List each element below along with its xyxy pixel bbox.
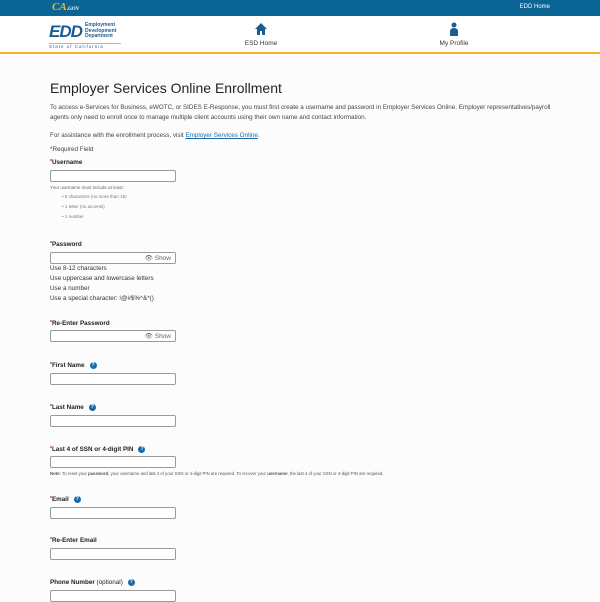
ca-gov-logo[interactable] bbox=[52, 1, 79, 13]
page-title: Employer Services Online Enrollment bbox=[50, 80, 282, 96]
help-icon[interactable]: ? bbox=[75, 496, 79, 502]
label-text: Re-Enter Email bbox=[51, 537, 97, 544]
assist-text bbox=[50, 131, 570, 141]
reset-note bbox=[50, 471, 384, 476]
password-rule: Use 8-12 characters bbox=[50, 265, 107, 272]
username-rule: • 1 number bbox=[62, 214, 84, 219]
phone-input[interactable] bbox=[50, 590, 176, 602]
help-icon[interactable]: ? bbox=[91, 362, 95, 368]
site-header bbox=[0, 16, 600, 54]
show-label: Show bbox=[154, 255, 171, 262]
eye-icon: 👁 bbox=[144, 255, 153, 262]
required-note bbox=[50, 145, 570, 155]
note-text: , the last 4 of your SSN or 4-digit PIN are required. bbox=[287, 471, 384, 476]
username-input[interactable] bbox=[50, 170, 176, 182]
show-password-button[interactable] bbox=[145, 254, 171, 262]
req-mark: * bbox=[50, 320, 52, 326]
label-text: Username bbox=[51, 159, 83, 166]
password-rules bbox=[50, 264, 154, 304]
label-text: Phone Number bbox=[50, 579, 95, 587]
label-text: Email bbox=[51, 496, 69, 504]
req-mark: * bbox=[50, 404, 52, 410]
home-icon bbox=[255, 22, 267, 36]
req-mark: * bbox=[50, 446, 52, 452]
show-label: Show bbox=[154, 333, 171, 340]
rule-text: 8 characters (no more than 15) bbox=[64, 194, 127, 199]
username-label bbox=[50, 159, 82, 166]
nav-label: My Profile bbox=[439, 40, 469, 47]
logo-dept bbox=[85, 23, 116, 40]
required-note-text: Required Field bbox=[52, 146, 94, 153]
note-text: To reset your bbox=[60, 471, 89, 476]
first-name-label bbox=[50, 362, 97, 369]
top-bar bbox=[0, 0, 600, 16]
logo-edd: EDD bbox=[49, 22, 82, 41]
label-text: Re-Enter Password bbox=[51, 320, 110, 327]
show-password-button[interactable] bbox=[145, 332, 171, 340]
logo-text: CA bbox=[52, 1, 67, 13]
reenter-password-label bbox=[50, 320, 110, 327]
username-hint: Your username must include at least: bbox=[50, 185, 124, 190]
nav-esd-home[interactable] bbox=[231, 22, 291, 47]
rule-text: 1 letter (no accents) bbox=[64, 204, 105, 209]
password-label bbox=[50, 241, 82, 248]
req-mark: * bbox=[50, 241, 52, 247]
username-rule: • 1 letter (no accents) bbox=[62, 204, 105, 209]
logo-line: Employment bbox=[85, 22, 116, 28]
rule-text: 1 number bbox=[64, 214, 84, 219]
note-bold: username bbox=[267, 471, 288, 476]
logo-sub: .GOV bbox=[66, 7, 80, 12]
req-mark: * bbox=[50, 496, 52, 502]
email-input[interactable] bbox=[50, 507, 176, 519]
phone-label bbox=[50, 579, 135, 586]
user-icon bbox=[448, 22, 460, 36]
label-text: Last 4 of SSN or 4-digit PIN bbox=[51, 446, 134, 454]
password-rule: Use uppercase and lowercase letters bbox=[50, 275, 154, 282]
note-bold: password bbox=[88, 471, 109, 476]
assist-suffix: . bbox=[257, 132, 260, 139]
note-prefix: Note: bbox=[50, 471, 61, 476]
ssn-label bbox=[50, 446, 145, 453]
reenter-email-input[interactable] bbox=[50, 548, 176, 560]
assist-prefix: For assistance with the enrollment process, visit bbox=[50, 132, 186, 139]
note-text: , your username and last 4 of your SSN or 4-digit PIN are required. To recover your bbox=[108, 471, 268, 476]
password-input[interactable] bbox=[50, 252, 176, 264]
label-text: Password bbox=[51, 241, 82, 248]
last-name-label bbox=[50, 404, 96, 411]
first-name-input[interactable] bbox=[50, 373, 176, 385]
logo-state: State of California bbox=[49, 43, 121, 49]
edd-home-link[interactable]: EDD Home bbox=[519, 4, 550, 10]
reenter-password-input[interactable] bbox=[50, 330, 176, 342]
nav-label: ESD Home bbox=[244, 40, 278, 47]
password-rule: Use a special character: !@#$%^&*() bbox=[50, 295, 154, 302]
label-text: Last Name bbox=[51, 404, 84, 412]
nav-my-profile[interactable] bbox=[424, 22, 484, 47]
email-label bbox=[50, 496, 81, 503]
employer-services-online-link[interactable]: Employer Services Online bbox=[185, 132, 258, 139]
username-rule: • 8 characters (no more than 15) bbox=[62, 194, 127, 199]
edd-logo[interactable] bbox=[49, 22, 121, 49]
logo-line: Department bbox=[85, 33, 113, 39]
help-icon[interactable]: ? bbox=[90, 404, 94, 410]
eye-icon: 👁 bbox=[144, 333, 153, 340]
intro-text: To access e-Services for Business, eWOTC, or SIDES E-Response, you must first create a username and password in Employer Services Online. Employer representatives/payroll agents only need to enroll once to manage multiple client accounts using their own name and contact information. bbox=[50, 104, 551, 121]
req-mark: * bbox=[50, 146, 53, 153]
req-mark: * bbox=[50, 159, 52, 165]
last-name-input[interactable] bbox=[50, 415, 176, 427]
label-text: First Name bbox=[51, 362, 85, 370]
reenter-email-label bbox=[50, 537, 97, 544]
help-icon[interactable]: ? bbox=[129, 579, 133, 585]
logo-line: Development bbox=[85, 27, 117, 34]
ssn-input[interactable] bbox=[50, 456, 176, 468]
help-icon[interactable]: ? bbox=[140, 446, 144, 452]
password-rule: Use a number bbox=[50, 285, 90, 292]
req-mark: * bbox=[50, 362, 52, 368]
req-mark: * bbox=[50, 537, 52, 543]
optional-text: (optional) bbox=[96, 579, 123, 587]
